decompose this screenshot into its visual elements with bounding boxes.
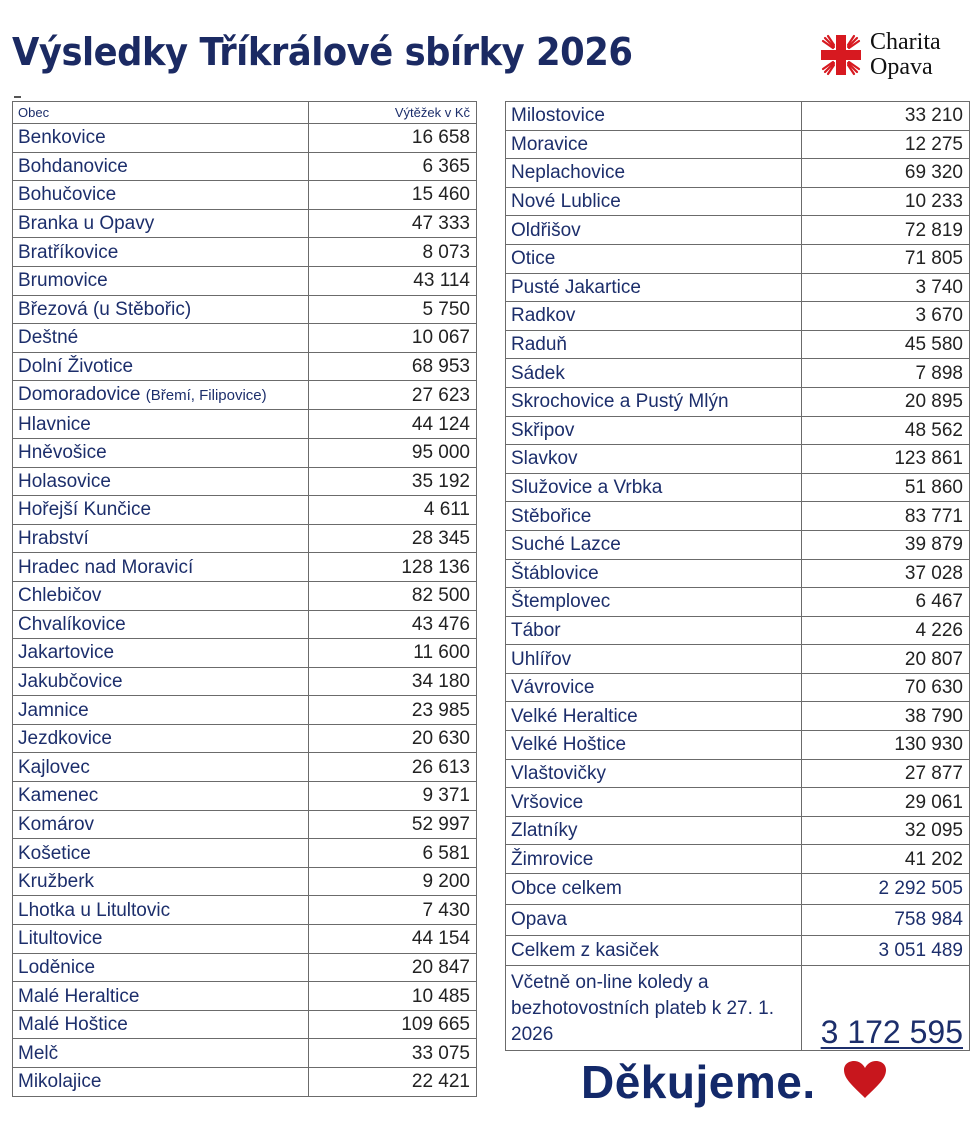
municipality-name xyxy=(13,1039,309,1068)
table-row xyxy=(506,273,970,302)
municipality-name xyxy=(13,982,309,1011)
municipality-name xyxy=(506,445,802,474)
table-row xyxy=(13,181,477,210)
amount-value: 29 061 xyxy=(802,788,970,817)
municipality-name-text: Velké Hoštice xyxy=(511,734,627,756)
municipality-name-text: Štáblovice xyxy=(511,562,599,584)
table-row xyxy=(506,673,970,702)
amount-value: 5 750 xyxy=(309,295,477,324)
municipality-name xyxy=(506,816,802,845)
table-row xyxy=(506,216,970,245)
amount-value: 3 740 xyxy=(802,273,970,302)
table-row xyxy=(506,559,970,588)
amount-value: 6 581 xyxy=(309,839,477,868)
municipality-name-text: Březová (u Stěbořic) xyxy=(18,298,192,320)
municipality-name-text: Litultovice xyxy=(18,928,103,950)
amount-value: 20 847 xyxy=(309,953,477,982)
municipality-name xyxy=(13,839,309,868)
table-row xyxy=(506,788,970,817)
municipality-name-text: Suché Lazce xyxy=(511,534,621,556)
amount-value: 95 000 xyxy=(309,438,477,467)
amount-value: 109 665 xyxy=(309,1010,477,1039)
amount-value: 15 460 xyxy=(309,181,477,210)
total-municipalities-row xyxy=(506,874,970,905)
municipality-name-text: Pusté Jakartice xyxy=(511,276,641,298)
table-row xyxy=(13,953,477,982)
table-row xyxy=(506,616,970,645)
table-row xyxy=(506,359,970,388)
amount-value: 26 613 xyxy=(309,753,477,782)
municipality-name xyxy=(13,867,309,896)
municipality-name-text: Slavkov xyxy=(511,448,578,470)
table-row xyxy=(13,925,477,954)
municipality-name-text: Oldřišov xyxy=(511,219,581,241)
municipality-name xyxy=(13,953,309,982)
table-row xyxy=(506,130,970,159)
municipality-name-text: Loděnice xyxy=(18,956,96,978)
municipality-name-text: Tábor xyxy=(511,619,561,641)
table-row xyxy=(13,810,477,839)
results-table-left xyxy=(12,101,477,1097)
municipality-name-text: Uhlířov xyxy=(511,648,572,670)
amount-value: 52 997 xyxy=(309,810,477,839)
total-boxes-label: Celkem z kasiček xyxy=(506,936,802,966)
municipality-name-text: Košetice xyxy=(18,842,91,864)
municipality-name xyxy=(506,588,802,617)
amount-value: 32 095 xyxy=(802,816,970,845)
municipality-name-text: Domoradovice xyxy=(18,384,141,406)
amount-value: 3 670 xyxy=(802,302,970,331)
municipality-name xyxy=(13,896,309,925)
amount-value: 9 371 xyxy=(309,782,477,811)
amount-value: 70 630 xyxy=(802,673,970,702)
municipality-name-text: Melč xyxy=(18,1042,59,1064)
divider-mark xyxy=(14,96,21,98)
amount-value: 83 771 xyxy=(802,502,970,531)
table-row xyxy=(506,473,970,502)
municipality-name xyxy=(13,553,309,582)
municipality-name-text: Benkovice xyxy=(18,127,106,149)
column-header-amount: Výtěžek v Kč xyxy=(309,102,477,124)
grand-total-row xyxy=(506,966,970,1051)
municipality-name-text: Lhotka u Litultovic xyxy=(18,899,171,921)
amount-value: 44 154 xyxy=(309,925,477,954)
table-row xyxy=(506,387,970,416)
table-row xyxy=(13,724,477,753)
amount-value: 7 430 xyxy=(309,896,477,925)
amount-value: 72 819 xyxy=(802,216,970,245)
municipality-name xyxy=(13,696,309,725)
municipality-name xyxy=(13,324,309,353)
municipality-name-text: Kružberk xyxy=(18,871,95,893)
table-row xyxy=(506,530,970,559)
municipality-name xyxy=(506,759,802,788)
amount-value: 39 879 xyxy=(802,530,970,559)
table-row xyxy=(13,324,477,353)
table-row xyxy=(13,753,477,782)
municipality-name-text: Jakartovice xyxy=(18,642,115,664)
municipality-name-text: Mikolajice xyxy=(18,1071,102,1093)
heart-icon xyxy=(843,1060,887,1100)
table-row xyxy=(13,438,477,467)
municipality-name xyxy=(506,845,802,874)
municipality-name-text: Jezdkovice xyxy=(18,728,112,750)
municipality-name xyxy=(506,673,802,702)
municipality-name-text: Kamenec xyxy=(18,785,99,807)
amount-value: 48 562 xyxy=(802,416,970,445)
table-header-row xyxy=(13,102,477,124)
table-row xyxy=(13,1039,477,1068)
table-row xyxy=(506,159,970,188)
table-row xyxy=(506,816,970,845)
municipality-name-text: Bratříkovice xyxy=(18,241,119,263)
table-row xyxy=(506,588,970,617)
municipality-name-text: Stěbořice xyxy=(511,505,592,527)
municipality-name xyxy=(13,238,309,267)
municipality-name xyxy=(13,410,309,439)
table-row xyxy=(506,244,970,273)
municipality-name xyxy=(13,438,309,467)
municipality-name xyxy=(506,130,802,159)
table-row xyxy=(506,702,970,731)
amount-value: 6 365 xyxy=(309,152,477,181)
amount-value: 20 807 xyxy=(802,645,970,674)
municipality-name xyxy=(506,731,802,760)
caritas-cross-icon xyxy=(818,32,864,78)
municipality-name-text: Moravice xyxy=(511,133,589,155)
municipality-name-text: Hněvošice xyxy=(18,442,107,464)
amount-value: 45 580 xyxy=(802,330,970,359)
table-row xyxy=(13,639,477,668)
municipality-name xyxy=(506,187,802,216)
table-row xyxy=(506,502,970,531)
table-row xyxy=(506,330,970,359)
municipality-name-text: Bohučovice xyxy=(18,184,117,206)
municipality-name xyxy=(13,352,309,381)
municipality-name-text: Sádek xyxy=(511,362,565,384)
municipality-name-text: Raduň xyxy=(511,334,567,356)
amount-value: 6 467 xyxy=(802,588,970,617)
municipality-name xyxy=(506,387,802,416)
amount-value: 7 898 xyxy=(802,359,970,388)
municipality-name xyxy=(506,788,802,817)
amount-value: 43 114 xyxy=(309,266,477,295)
municipality-name xyxy=(13,1010,309,1039)
municipality-name-text: Hradec nad Moravicí xyxy=(18,556,194,578)
page-title: Výsledky Tříkrálové sbírky 2026 xyxy=(12,30,633,74)
municipality-name xyxy=(13,610,309,639)
municipality-name xyxy=(506,559,802,588)
table-row xyxy=(506,759,970,788)
amount-value: 37 028 xyxy=(802,559,970,588)
amount-value: 10 233 xyxy=(802,187,970,216)
logo-line-2: Opava xyxy=(870,54,933,80)
table-row xyxy=(506,445,970,474)
table-row xyxy=(506,187,970,216)
municipality-name xyxy=(13,524,309,553)
table-row xyxy=(13,410,477,439)
amount-value: 130 930 xyxy=(802,731,970,760)
grand-total-label: Včetně on-line koledy a bezhotovostních plateb k 27. 1. 2026 xyxy=(506,966,802,1051)
municipality-name-text: Vlaštovičky xyxy=(511,762,607,784)
table-row xyxy=(13,782,477,811)
table-row xyxy=(13,467,477,496)
amount-value: 44 124 xyxy=(309,410,477,439)
municipality-name xyxy=(506,330,802,359)
municipality-note: (Břemí, Filipovice) xyxy=(145,387,267,405)
table-row xyxy=(13,581,477,610)
amount-value: 33 210 xyxy=(802,102,970,131)
amount-value: 28 345 xyxy=(309,524,477,553)
table-row xyxy=(506,416,970,445)
amount-value: 27 623 xyxy=(309,381,477,410)
municipality-name-text: Kajlovec xyxy=(18,756,90,778)
municipality-name-text: Bohdanovice xyxy=(18,155,128,177)
municipality-name-text: Malé Hoštice xyxy=(18,1014,128,1036)
municipality-name xyxy=(506,530,802,559)
municipality-name xyxy=(506,216,802,245)
municipality-name xyxy=(506,273,802,302)
municipality-name xyxy=(13,266,309,295)
municipality-name-text: Skrochovice a Pustý Mlýn xyxy=(511,391,729,413)
total-boxes-value: 3 051 489 xyxy=(802,936,970,966)
municipality-name xyxy=(13,925,309,954)
amount-value: 4 611 xyxy=(309,496,477,525)
table-row xyxy=(13,524,477,553)
amount-value: 23 985 xyxy=(309,696,477,725)
municipality-name xyxy=(13,467,309,496)
municipality-name-text: Komárov xyxy=(18,813,95,835)
municipality-name xyxy=(13,782,309,811)
amount-value: 41 202 xyxy=(802,845,970,874)
results-table-right xyxy=(505,101,970,1051)
total-boxes-row xyxy=(506,936,970,966)
municipality-name-text: Otice xyxy=(511,248,556,270)
municipality-name-text: Vršovice xyxy=(511,791,584,813)
municipality-name xyxy=(506,702,802,731)
municipality-name-text: Malé Heraltice xyxy=(18,985,140,1007)
table-row xyxy=(13,839,477,868)
table-row xyxy=(13,496,477,525)
amount-value: 22 421 xyxy=(309,1068,477,1097)
municipality-name xyxy=(506,359,802,388)
table-row xyxy=(13,1010,477,1039)
amount-value: 20 895 xyxy=(802,387,970,416)
municipality-name-text: Milostovice xyxy=(511,105,605,127)
opava-row xyxy=(506,905,970,936)
municipality-name xyxy=(13,381,309,410)
municipality-name-text: Deštné xyxy=(18,327,79,349)
table-row xyxy=(13,238,477,267)
table-row xyxy=(506,302,970,331)
amount-value: 11 600 xyxy=(309,639,477,668)
municipality-name xyxy=(13,1068,309,1097)
amount-value: 12 275 xyxy=(802,130,970,159)
table-row xyxy=(13,896,477,925)
municipality-name xyxy=(13,496,309,525)
municipality-name-text: Zlatníky xyxy=(511,820,578,842)
amount-value: 34 180 xyxy=(309,667,477,696)
municipality-name xyxy=(13,124,309,153)
municipality-name xyxy=(506,416,802,445)
municipality-name xyxy=(13,581,309,610)
municipality-name xyxy=(506,159,802,188)
municipality-name-text: Neplachovice xyxy=(511,162,626,184)
municipality-name xyxy=(506,244,802,273)
amount-value: 16 658 xyxy=(309,124,477,153)
table-row xyxy=(506,645,970,674)
thanks-text: Děkujeme. xyxy=(581,1056,816,1108)
total-municipalities-label: Obce celkem xyxy=(506,874,802,905)
municipality-name-text: Žimrovice xyxy=(511,848,594,870)
municipality-name-text: Hlavnice xyxy=(18,413,91,435)
amount-value: 10 485 xyxy=(309,982,477,1011)
municipality-name-text: Chvalíkovice xyxy=(18,613,126,635)
amount-value: 20 630 xyxy=(309,724,477,753)
municipality-name xyxy=(506,302,802,331)
municipality-name xyxy=(13,209,309,238)
table-row xyxy=(13,1068,477,1097)
total-municipalities-value: 2 292 505 xyxy=(802,874,970,905)
municipality-name-text: Brumovice xyxy=(18,270,108,292)
municipality-name-text: Jakubčovice xyxy=(18,670,123,692)
table-row xyxy=(506,731,970,760)
opava-value: 758 984 xyxy=(802,905,970,936)
municipality-name xyxy=(13,639,309,668)
amount-value: 10 067 xyxy=(309,324,477,353)
municipality-name-text: Štemplovec xyxy=(511,591,611,613)
amount-value: 33 075 xyxy=(309,1039,477,1068)
municipality-name-text: Hořejší Kunčice xyxy=(18,499,152,521)
municipality-name-text: Holasovice xyxy=(18,470,111,492)
amount-value: 68 953 xyxy=(309,352,477,381)
municipality-name xyxy=(13,753,309,782)
municipality-name xyxy=(506,502,802,531)
municipality-name xyxy=(506,645,802,674)
amount-value: 35 192 xyxy=(309,467,477,496)
amount-value: 43 476 xyxy=(309,610,477,639)
table-row xyxy=(506,102,970,131)
table-row xyxy=(13,124,477,153)
municipality-name xyxy=(13,181,309,210)
table-row xyxy=(13,553,477,582)
municipality-name-text: Služovice a Vrbka xyxy=(511,477,663,499)
amount-value: 4 226 xyxy=(802,616,970,645)
table-row xyxy=(13,696,477,725)
municipality-name-text: Radkov xyxy=(511,305,576,327)
municipality-name xyxy=(506,102,802,131)
municipality-name xyxy=(13,810,309,839)
table-row xyxy=(13,352,477,381)
amount-value: 51 860 xyxy=(802,473,970,502)
municipality-name xyxy=(13,724,309,753)
municipality-name-text: Skřipov xyxy=(511,419,575,441)
amount-value: 8 073 xyxy=(309,238,477,267)
municipality-name xyxy=(13,295,309,324)
amount-value: 47 333 xyxy=(309,209,477,238)
municipality-name-text: Chlebičov xyxy=(18,585,102,607)
grand-total-value: 3 172 595 xyxy=(820,1014,963,1051)
amount-value: 38 790 xyxy=(802,702,970,731)
municipality-name-text: Vávrovice xyxy=(511,677,595,699)
table-row xyxy=(13,982,477,1011)
table-row xyxy=(13,209,477,238)
table-row xyxy=(13,295,477,324)
charita-opava-logo xyxy=(818,30,941,80)
municipality-name-text: Hrabství xyxy=(18,528,89,550)
amount-value: 9 200 xyxy=(309,867,477,896)
table-row xyxy=(13,610,477,639)
table-row xyxy=(506,845,970,874)
municipality-name-text: Velké Heraltice xyxy=(511,705,638,727)
table-row xyxy=(13,867,477,896)
municipality-name-text: Branka u Opavy xyxy=(18,213,155,235)
amount-value: 128 136 xyxy=(309,553,477,582)
table-row xyxy=(13,266,477,295)
table-row xyxy=(13,381,477,410)
opava-label: Opava xyxy=(506,905,802,936)
amount-value: 71 805 xyxy=(802,244,970,273)
municipality-name xyxy=(13,667,309,696)
municipality-name xyxy=(13,152,309,181)
amount-value: 27 877 xyxy=(802,759,970,788)
table-row xyxy=(13,667,477,696)
amount-value: 82 500 xyxy=(309,581,477,610)
municipality-name xyxy=(506,473,802,502)
municipality-name-text: Jamnice xyxy=(18,699,89,721)
table-row xyxy=(13,152,477,181)
municipality-name xyxy=(506,616,802,645)
logo-line-1: Charita xyxy=(870,29,941,55)
municipality-name-text: Nové Lublice xyxy=(511,191,621,213)
municipality-name-text: Dolní Životice xyxy=(18,356,134,378)
amount-value: 123 861 xyxy=(802,445,970,474)
amount-value: 69 320 xyxy=(802,159,970,188)
column-header-municipality: Obec xyxy=(13,102,309,124)
